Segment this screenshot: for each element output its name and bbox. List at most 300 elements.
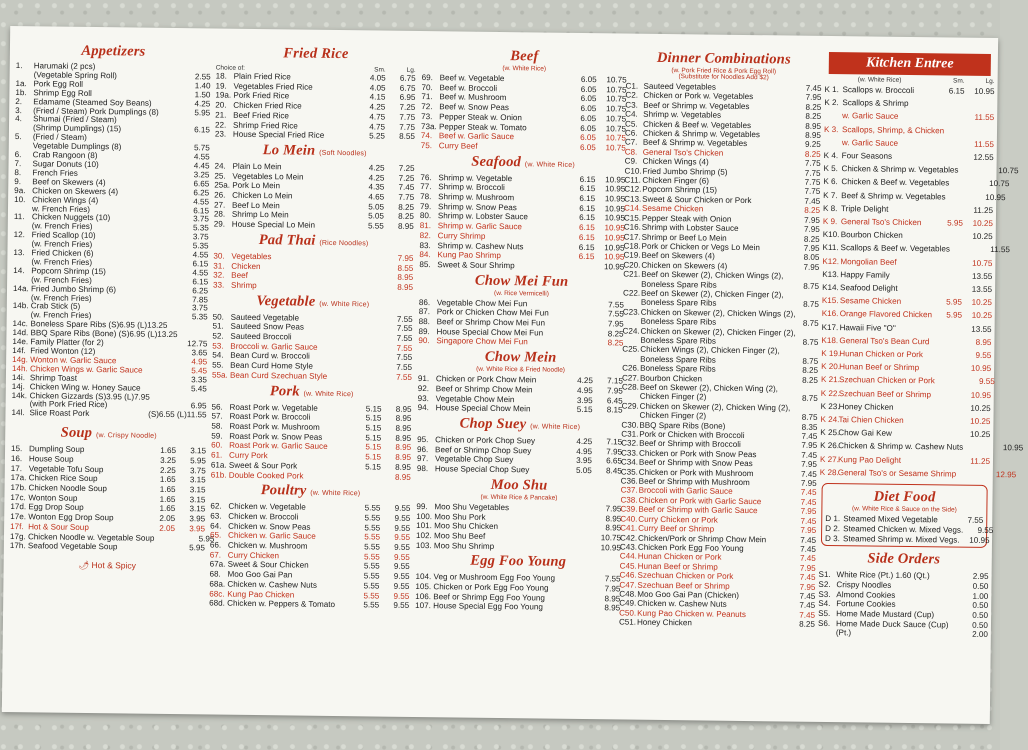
item-price: 6.95 <box>190 401 207 411</box>
menu-item <box>213 280 413 292</box>
item-price: 8.75 <box>802 318 819 329</box>
item-price: 10.95 <box>969 535 990 545</box>
menu-item <box>212 370 412 382</box>
item-price-small: 4.65 <box>368 192 385 202</box>
item-name: Vegetables Fried Rice <box>233 81 313 92</box>
item-price-large: 3.95 <box>189 524 206 534</box>
item-price-large: 8.55 <box>399 131 415 142</box>
item-name: Seafood Vegetable Soup <box>27 541 118 552</box>
item-number: 72. <box>421 102 433 112</box>
item-price-small <box>931 348 961 362</box>
appetizers-list <box>11 62 210 421</box>
item-name: Chicken or Pork with Garlic Sauce <box>638 495 762 507</box>
item-price-large: 10.95 <box>604 233 625 243</box>
item-name: Almond Cookies <box>836 589 896 600</box>
item-number: C35. <box>620 467 638 477</box>
item-number: 12. <box>13 230 25 240</box>
item-price-large: 10.75 <box>606 75 627 85</box>
vegetable-heading: Vegetable (w. White Rice) <box>256 292 370 310</box>
item-name: Beef or Shrimp Chow Mein <box>435 384 533 395</box>
item-number: C3. <box>625 100 638 110</box>
item-price-small: 5.55 <box>363 581 380 591</box>
item-price-large: 10.25 <box>969 430 991 440</box>
item-name: Sweet & Sour Shrimp <box>437 260 515 271</box>
menu-item <box>10 541 205 553</box>
item-name: Curry Beef or Shrimp <box>638 523 715 534</box>
item-name: General Tso's Chicken <box>642 147 724 158</box>
item-number: 17f. <box>10 521 24 532</box>
item-price: 8.95 <box>604 603 621 613</box>
item-name: (Fried / Steam) Pork Dumplings (8) <box>33 105 159 117</box>
menu-item <box>418 403 623 415</box>
item-price-large: 10.95 <box>985 192 1006 202</box>
item-price: 9.25 <box>805 140 821 150</box>
item-number: K10. <box>822 230 840 240</box>
item-price: 8.95 <box>397 272 414 283</box>
item-name: Chicken Rice Soup <box>28 473 98 484</box>
item-name: (w. French Fries) <box>30 310 92 321</box>
item-price-large: 7.25 <box>398 173 415 183</box>
item-name: (Shrimp Dumplings) (15) <box>32 123 122 134</box>
item-number: 79. <box>420 201 432 211</box>
item-price: 7.45 <box>801 450 818 460</box>
item-price-large: 10.95 <box>604 213 625 223</box>
fried-rice-size-header: Choice of: Sm. Lg. <box>215 64 416 74</box>
item-name: Chicken Wing w. Honey Sauce <box>29 381 141 393</box>
item-name: Beef or Shrimp with Mushroom <box>638 476 750 488</box>
item-number: 17d. <box>10 502 27 512</box>
item-price: 5.45 <box>191 366 208 376</box>
item-number: 74. <box>420 131 433 141</box>
item-name: Shumai (Fried / Steam) <box>33 114 117 125</box>
item-name: Shrimp w. Vegetables <box>643 109 722 120</box>
item-price-small: 4.05 <box>369 83 386 93</box>
menu-item <box>818 628 988 640</box>
item-number: 23. <box>214 129 227 139</box>
item-price-large: 10.95 <box>604 242 625 253</box>
item-price-large: 9.55 <box>393 552 410 562</box>
item-name: Beef on Skewer (2), Chicken Finger (2), <box>640 288 784 300</box>
item-price: 10.95 <box>600 542 621 553</box>
item-price-small <box>956 467 986 481</box>
item-number <box>824 136 842 149</box>
kitchen-list <box>819 83 1024 481</box>
item-number <box>622 392 640 402</box>
item-price-small <box>145 543 175 553</box>
item-number: 14i. <box>11 372 26 382</box>
item-price: 1.00 <box>972 591 989 601</box>
item-number: C12. <box>624 184 642 195</box>
item-number: 66. <box>209 540 222 550</box>
item-price-small: 4.25 <box>368 173 385 183</box>
chow-mein-list <box>418 374 623 415</box>
item-name: Vegetable Chow Mein <box>435 393 515 404</box>
item-name: Vegetable Dumplings (8) <box>32 141 122 152</box>
item-number: K 7. <box>823 190 838 200</box>
item-price-small: 5.15 <box>365 433 382 443</box>
item-number: 14j. <box>11 381 25 391</box>
item-name: Wonton Egg Drop Soup <box>28 512 114 523</box>
item-number: 104. <box>415 572 432 582</box>
item-number: C43. <box>619 542 638 552</box>
item-number: 7. <box>14 159 22 169</box>
item-price: 5.35 <box>191 312 208 322</box>
item-price-small: 5.05 <box>576 466 592 476</box>
item-price-small: 5.55 <box>363 590 380 601</box>
item-number: 76. <box>420 172 432 182</box>
item-price-large: 10.25 <box>970 403 991 413</box>
item-number: 14c. <box>12 319 28 329</box>
item-number: 69. <box>421 73 433 83</box>
item-price-large: 8.95 <box>395 433 412 443</box>
column-kitchen-diet-side <box>817 50 1024 714</box>
item-number: K 5. <box>823 164 839 174</box>
item-price-large: 3.15 <box>189 494 206 505</box>
item-price: 3.65 <box>191 348 208 358</box>
item-name: Pork or Chicken with Broccoli <box>639 429 745 441</box>
item-price-large: 8.45 <box>606 466 622 476</box>
item-price-large: 10.95 <box>974 86 995 97</box>
item-price: 7.55 <box>604 574 621 584</box>
item-price-small <box>931 388 961 402</box>
item-number: 97. <box>416 454 429 464</box>
item-name: Shrimp Egg Roll <box>33 87 92 98</box>
item-number: 5. <box>14 132 22 142</box>
item-number: D 3. <box>824 533 840 543</box>
item-number: C29. <box>621 401 639 411</box>
item-number: 20. <box>215 100 227 110</box>
item-name: Vegetables Lo Mein <box>232 171 304 182</box>
item-price: 7.55 <box>396 362 413 373</box>
item-name: (w. French Fries) <box>31 257 93 267</box>
item-price-large: 8.25 <box>398 212 414 222</box>
item-name: House Soup <box>28 454 74 464</box>
item-name: Beef Lo Mein <box>232 200 280 211</box>
item-name: Moo Shu Chicken <box>434 521 499 532</box>
item-name: Plain Lo Mein <box>232 161 282 172</box>
chow-mei-fun-list <box>418 298 624 349</box>
item-name: Sesame Chicken <box>839 296 902 307</box>
item-number: 60. <box>211 440 223 451</box>
item-price: 7.95 <box>803 262 820 272</box>
item-price-large: 6.75 <box>399 83 416 93</box>
item-number: 1. <box>15 61 23 71</box>
item-price-large: 9.55 <box>394 513 411 523</box>
item-name: Chicken or Pork Chow Mein <box>435 374 537 385</box>
column-beef-seafood <box>414 45 627 709</box>
item-name: Sauteed Vegetables <box>643 81 717 92</box>
item-price: 7.95 <box>804 215 820 225</box>
item-price: 8.25 <box>804 149 821 159</box>
item-price: 8.75 <box>802 337 819 347</box>
menu-item <box>419 260 624 272</box>
item-price: 8.95 <box>604 594 621 604</box>
item-name: Chicken <box>231 261 261 271</box>
item-name: Chicken & Beef w. Vegetables <box>841 177 950 188</box>
item-number: 96. <box>417 444 429 454</box>
item-number: 87. <box>418 307 431 317</box>
item-number <box>824 109 842 122</box>
item-price-large: 7.15 <box>606 437 623 447</box>
item-name: Sauteed Broccoli <box>230 331 292 342</box>
item-number: K 28. <box>819 467 839 478</box>
item-number: C15. <box>623 213 642 223</box>
item-price-small <box>564 319 594 329</box>
item-name: Vegetable Tofu Soup <box>28 463 104 474</box>
item-name: Shrimp w. Mushroom <box>438 192 515 203</box>
item-number: 57. <box>211 411 223 421</box>
item-name: Veg or Mushroom Egg Foo Young <box>433 572 556 583</box>
item-name: Curry Chicken <box>227 550 280 561</box>
item-price-large: 9.55 <box>393 571 410 582</box>
item-name: Chicken w. Mushroom <box>227 540 308 551</box>
vegetable-list <box>212 312 413 382</box>
item-price-small <box>932 256 962 270</box>
item-price: 7.95 <box>604 584 621 594</box>
item-price-small: 4.95 <box>576 385 593 396</box>
item-price-small <box>933 203 963 217</box>
item-name: BBQ Spare Ribs (Bone) (S)6.95 (L)13.25 <box>30 328 178 340</box>
item-number: C41. <box>620 523 638 533</box>
item-number: C4. <box>625 109 638 119</box>
item-price: 8.95 <box>397 282 414 292</box>
item-price: 7.95 <box>803 243 820 253</box>
item-number: C2. <box>625 90 639 101</box>
item-number: 3. <box>15 105 23 115</box>
item-price: 4.25 <box>194 98 211 109</box>
item-number <box>622 354 640 364</box>
diet-food-note: (w. White Rice & Sauce on the Side) <box>851 505 957 514</box>
item-number: K 4. <box>823 150 839 161</box>
item-price: 7.45 <box>799 572 816 582</box>
item-number: 68c. <box>209 588 225 599</box>
item-price-small: 6.15 <box>578 223 595 233</box>
item-name: Chicken Noodle Soup <box>28 483 107 494</box>
item-price-large: 10.75 <box>972 258 993 268</box>
item-price-small: 6.05 <box>579 142 596 153</box>
item-price-large: 10.75 <box>605 114 627 124</box>
item-price-small <box>946 190 976 204</box>
item-price: 6.15 <box>194 125 211 135</box>
dinner-heading: Dinner Combinations <box>656 49 791 68</box>
item-name: Szechuan Chicken or Pork <box>838 375 935 386</box>
item-price-large: 10.95 <box>604 194 626 204</box>
item-price-small <box>564 262 594 272</box>
item-price: 3.75 <box>191 303 208 313</box>
item-price-large: 3.15 <box>189 485 206 495</box>
item-price-small: 6.05 <box>580 74 597 85</box>
item-price-large: 13.55 <box>971 284 993 295</box>
side-orders-heading: Side Orders <box>867 550 941 568</box>
item-number: 68a. <box>209 579 226 589</box>
item-price: 7.75 <box>804 158 821 169</box>
item-price: 7.95 <box>803 224 820 234</box>
item-name: Moo Shu Pork <box>434 511 486 522</box>
item-price: 0.50 <box>972 601 989 611</box>
item-price-large: 8.95 <box>397 221 414 232</box>
item-price: 7.95 <box>799 563 816 573</box>
item-price-large: 10.95 <box>604 223 625 233</box>
item-name: Beef on Skewers (4) <box>32 177 106 187</box>
item-number: 67a. <box>209 559 226 570</box>
item-number: 59. <box>211 431 223 441</box>
item-name: Fried Jumbo Shrimp (5) <box>642 166 728 177</box>
item-name: Honey Chicken <box>636 617 692 628</box>
item-number: 17b. <box>10 483 27 493</box>
item-price-small: 2.05 <box>159 523 176 533</box>
item-name: Kung Pao Shrimp <box>437 250 501 261</box>
item-number: 29. <box>213 219 226 229</box>
item-price: 7.55 <box>396 324 413 334</box>
item-name: (Pt.) <box>835 628 852 638</box>
item-number: K 26. <box>820 441 840 451</box>
menu-item <box>209 599 409 611</box>
item-number: S2. <box>818 579 831 589</box>
item-number: 101. <box>416 521 432 531</box>
item-price-large: 5.95 <box>190 456 206 466</box>
item-price-large: 10.75 <box>606 84 627 95</box>
item-number: C24. <box>622 326 640 336</box>
item-number: 90. <box>418 336 430 346</box>
item-price-small: 5.15 <box>365 442 382 452</box>
item-price-small <box>564 299 594 309</box>
item-price: 7.45 <box>800 544 816 554</box>
item-number: 17h. <box>9 541 26 551</box>
item-number: C39. <box>620 504 638 514</box>
item-name: Shrimp w. Vegetable <box>438 172 513 183</box>
item-name: Moo Goo Gai Pan (Chicken) <box>637 589 740 600</box>
item-number: 58. <box>211 421 223 431</box>
item-name: Beef or Shrimp with Snow Peas <box>638 457 753 469</box>
item-number: 14f. <box>12 346 26 356</box>
item-number: K 1. <box>824 84 839 95</box>
chow-mei-fun-note: (w. Rice Vermicelli) <box>494 289 549 298</box>
item-name: Scallops, Shrimp, & Chicken <box>841 124 945 136</box>
item-name: Szechuan Beef or Shrimp <box>838 388 932 399</box>
item-number: 24. <box>214 161 226 171</box>
item-number: 71. <box>421 92 433 102</box>
item-name: Shrimp <box>231 280 257 290</box>
item-name: Chicken on Skewers (4) <box>641 260 728 271</box>
item-price-small: 1.65 <box>159 484 176 495</box>
menu-item <box>417 464 622 476</box>
item-number: C13. <box>624 194 642 204</box>
item-name: House Special Chow Mein <box>435 403 531 414</box>
item-price-large: 10.95 <box>604 184 626 194</box>
item-name: Chicken w. Cashew Nuts <box>227 579 318 590</box>
item-price-large: 3.15 <box>190 446 207 456</box>
item-price-large: 6.75 <box>399 73 416 83</box>
item-name: (with Pork Fried Rice) <box>29 399 108 410</box>
item-name: Boneless Spare Ribs <box>641 279 717 290</box>
item-price-small: 6.15 <box>948 86 965 96</box>
item-price: 1.50 <box>194 89 211 100</box>
item-number: 55. <box>212 360 224 370</box>
item-name: Chicken w. Snow Peas <box>228 521 311 532</box>
item-price: 2.95 <box>972 571 989 582</box>
item-name: Shrimp Toast <box>29 372 78 383</box>
item-name: Moo Goo Gai Pan <box>227 569 293 580</box>
item-number: C50. <box>619 608 637 618</box>
chow-mein-heading: Chow Mein <box>484 348 557 366</box>
item-name: House Special Chop Suey <box>434 464 530 475</box>
item-name: BBQ Spare Ribs (Bone) <box>639 420 726 431</box>
item-price: 7.85 <box>192 294 208 304</box>
item-price-large: 10.95 <box>970 390 992 400</box>
item-number: C45. <box>619 561 637 571</box>
item-price-large: 12.55 <box>973 152 994 163</box>
item-number: 73a. <box>420 121 437 131</box>
menu-item <box>214 220 414 232</box>
item-name: Mongolian Beef <box>840 256 897 267</box>
item-price-large: 7.25 <box>398 163 415 173</box>
item-price-large: 9.55 <box>394 542 410 552</box>
item-name: Shrimp with Lobster Sauce <box>641 222 739 233</box>
item-name: Roast Pork w. Snow Peas <box>229 431 323 442</box>
item-name: General Tso's Chicken <box>840 217 922 228</box>
item-name: (w. French Fries) <box>31 239 93 250</box>
item-name: Chicken on Skewer (2), Chicken Finger (2), <box>640 326 796 338</box>
item-price-large: 8.25 <box>398 202 415 212</box>
item-price: 8.25 <box>805 102 822 112</box>
item-name: Singapore Chow Mei Fun <box>436 336 528 347</box>
item-number: C9. <box>624 156 638 166</box>
item-price: 4.55 <box>192 268 209 278</box>
item-number: 14k. <box>11 390 28 400</box>
item-number: C7. <box>624 137 638 148</box>
item-number: 10. <box>14 194 26 204</box>
item-name: General Tso's or Sesame Shrimp <box>837 468 957 479</box>
item-price: 12.75 <box>187 339 208 349</box>
item-price: 7.95 <box>397 253 414 263</box>
item-price-small: 5.55 <box>363 600 380 610</box>
item-number: 83. <box>419 240 431 250</box>
item-price-large: 10.95 <box>604 252 625 262</box>
item-number: K13. <box>822 269 839 279</box>
item-name: Chicken w. Garlic Sauce <box>227 531 316 542</box>
item-price-small: 3.95 <box>576 395 593 405</box>
item-number: 2. <box>15 96 23 106</box>
item-price-small: 5.55 <box>363 552 380 562</box>
item-price-small: 4.25 <box>368 163 385 173</box>
item-price-large: 10.25 <box>971 311 993 321</box>
item-number: 73. <box>421 111 433 121</box>
item-number: C30. <box>621 420 639 430</box>
poultry-heading: Poultry (w. White Rice) <box>260 482 361 499</box>
item-price-large: 13.55 <box>971 271 993 281</box>
item-name: Hunan Chicken or Pork <box>839 349 924 360</box>
item-price-large: 8.25 <box>607 338 624 348</box>
item-price-small: 1.65 <box>159 494 176 504</box>
item-number: 15. <box>11 444 23 454</box>
item-name: Scallops & Beef w. Vegetables <box>840 243 950 254</box>
item-name: Vegetables <box>231 251 272 262</box>
item-price-large: 9.55 <box>393 600 410 611</box>
item-price-small: 1.65 <box>159 475 176 485</box>
item-price: 7.55 <box>396 353 413 363</box>
item-number: K 9. <box>822 216 838 227</box>
seafood-heading: Seafood (w. White Rice) <box>471 153 575 170</box>
item-price-small: 5.15 <box>576 405 593 415</box>
item-number: 14d. <box>12 328 29 338</box>
item-name: Shrimp w. Snow Peas <box>437 201 517 212</box>
item-price-small: 5.55 <box>364 522 381 533</box>
item-price: 7.45 <box>800 497 817 507</box>
item-name: Chicken Fried Rice <box>233 100 302 111</box>
item-price-large: 10.95 <box>970 364 992 374</box>
item-name: Beef or Shrimp Chop Suey <box>435 444 532 456</box>
item-number: D 1. <box>825 514 841 524</box>
